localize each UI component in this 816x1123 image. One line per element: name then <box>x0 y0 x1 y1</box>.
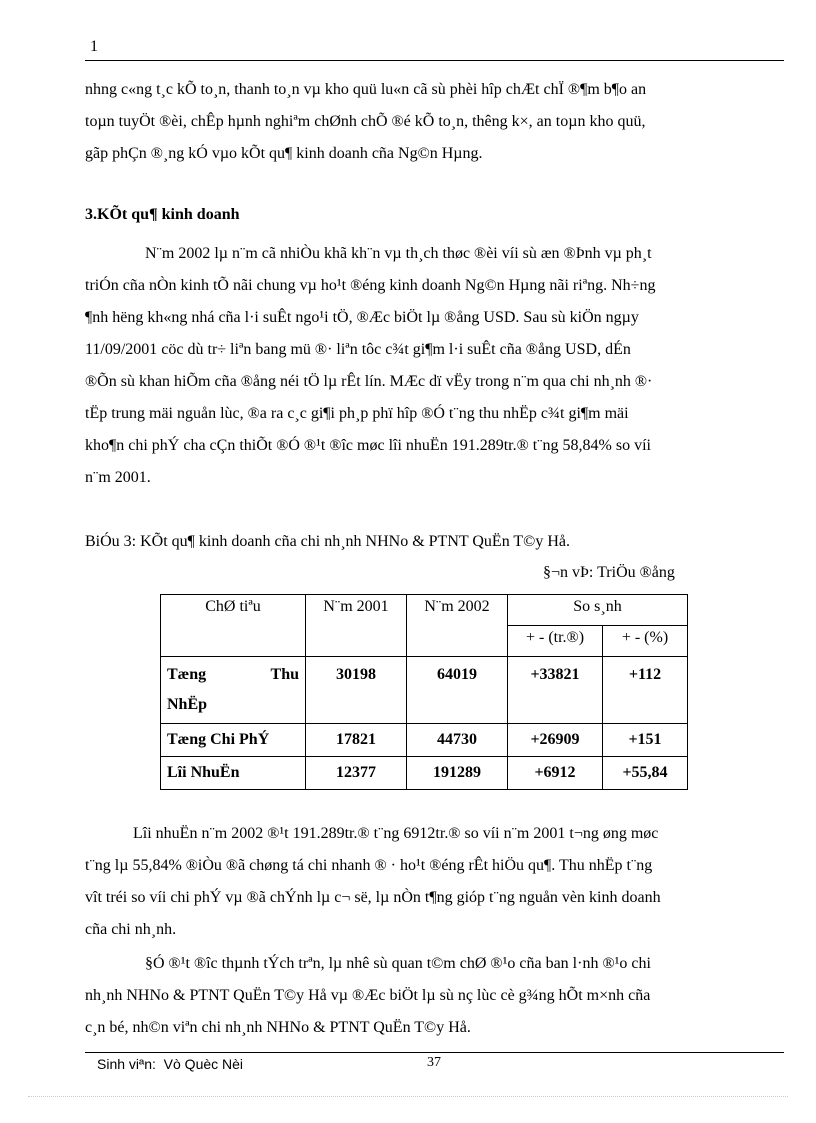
footer-student-label: Sinh viªn: <box>97 1056 156 1072</box>
cell-diff-pct: +55,84 <box>603 757 688 790</box>
header-year-2001: N¨m 2001 <box>306 595 407 657</box>
row-label: Tæng Chi PhÝ <box>161 724 306 757</box>
cell-diff-abs: +6912 <box>508 757 603 790</box>
paragraph-line: gãp phÇn ®¸ng kÓ vµo kÕt qu¶ kinh doanh cña Ng©n Hµng. <box>85 145 483 162</box>
cell-2001: 17821 <box>306 724 407 757</box>
table-row <box>161 757 688 790</box>
footer-student <box>97 1056 243 1072</box>
section-heading: 3.KÕt qu¶ kinh doanh <box>85 206 240 223</box>
row-label-word: Tæng <box>167 666 207 683</box>
cell-2001: 30198 <box>306 657 407 724</box>
cell-2002: 64019 <box>407 657 508 724</box>
cell-diff-pct: +112 <box>603 657 688 724</box>
closing-paragraph <box>85 948 783 1044</box>
analysis-paragraph <box>85 818 783 946</box>
cell-diff-abs: +26909 <box>508 724 603 757</box>
paragraph-line: 11/09/2001 cöc dù tr÷ liªn bang mü ®· liªn tôc c¾t gi¶m l·i suÊt cña ®ång USD, dÉn <box>85 341 631 358</box>
paragraph-line: toµn tuyÖt ®èi, chÊp hµnh nghiªm chØnh chÕ ®é kÕ to¸n, thêng k×, an toµn kho quü, <box>85 113 646 130</box>
paragraph-line: nhng c«ng t¸c kÕ to¸n, thanh to¸n vµ kho quü lu«n cã sù phèi hîp chÆt chÏ ®¶m b¶o an <box>85 81 647 98</box>
section-paragraph <box>85 238 783 494</box>
paragraph-line: ¶nh hëng kh«ng nhá cña l·i suÊt ngo¹i tÖ, ®Æc biÖt lµ ®ång USD. Sau sù kiÖn ngµy <box>85 309 639 326</box>
row-label-word: Thu <box>270 666 299 683</box>
business-results-table <box>160 594 688 790</box>
header-indicator: ChØ tiªu <box>161 595 306 657</box>
paragraph-line: kho¶n chi phÝ cha cÇn thiÕt ®Ó ®¹t ®îc møc lîi nhuËn 191.289tr.® t¨ng 58,84% so víi <box>85 437 651 454</box>
paragraph-line: nh¸nh NHNo & PTNT QuËn T©y Hå vµ ®Æc biÖt lµ sù nç lùc cè g¾ng hÕt m×nh cña <box>85 987 651 1004</box>
paragraph-line: Lîi nhuËn n¨m 2002 ®¹t 191.289tr.® t¨ng 6912tr.® so víi n¨m 2001 t¬ng øng møc <box>133 825 659 842</box>
cell-diff-pct: +151 <box>603 724 688 757</box>
table-row <box>161 724 688 757</box>
paragraph-line: t¨ng lµ 55,84% ®iÒu ®ã chøng tá chi nhanh ® · ho¹t ®éng rÊt hiÖu qu¶. Thu nhËp t¨ng <box>85 857 653 874</box>
header-diff-abs: + - (tr.®) <box>508 626 603 657</box>
footer-student-name: Vò Quèc Nèi <box>163 1056 244 1072</box>
header-diff-pct: + - (%) <box>603 626 688 657</box>
page-number: 1 <box>90 38 98 55</box>
page-edge-dots <box>28 1096 788 1097</box>
header-year-2002: N¨m 2002 <box>407 595 508 657</box>
paragraph-line: n¨m 2001. <box>85 469 151 486</box>
table-caption: BiÓu 3: KÕt qu¶ kinh doanh cña chi nh¸nh NHNo & PTNT QuËn T©y Hå. <box>85 533 570 550</box>
paragraph-line: cña chi nh¸nh. <box>85 921 177 938</box>
footer-page-number: 37 <box>427 1055 441 1070</box>
cell-2001: 12377 <box>306 757 407 790</box>
footer-rule <box>85 1052 784 1053</box>
paragraph-line: triÓn cña nÒn kinh tÕ nãi chung vµ ho¹t ®éng kinh doanh Ng©n Hµng nãi riªng. Nh÷ng <box>85 277 656 294</box>
table-unit: §¬n vÞ: TriÖu ®ång <box>543 564 675 581</box>
intro-paragraph <box>85 74 783 170</box>
cell-2002: 191289 <box>407 757 508 790</box>
cell-2002: 44730 <box>407 724 508 757</box>
paragraph-line: §Ó ®¹t ®îc thµnh tÝch trªn, lµ nhê sù quan t©m chØ ®¹o cña ban l·nh ®¹o chi <box>145 955 651 972</box>
row-label <box>161 657 306 724</box>
row-label: Lîi NhuËn <box>161 757 306 790</box>
paragraph-line: tËp trung mäi nguån lùc, ®a ra c¸c gi¶i ph¸p phï hîp ®Ó t¨ng thu nhËp c¾t gi¶m mäi <box>85 405 629 422</box>
header-rule <box>85 60 784 61</box>
cell-diff-abs: +33821 <box>508 657 603 724</box>
paragraph-line: N¨m 2002 lµ n¨m cã nhiÒu khã kh¨n vµ th¸ch thøc ®èi víi sù æn ®Þnh vµ ph¸t <box>145 245 652 262</box>
paragraph-line: ®Õn sù khan hiÕm cña ®ång néi tÖ lµ rÊt lín. MÆc dï vËy trong n¨m qua chi nh¸nh ®· <box>85 373 653 390</box>
paragraph-line: c¸n bé, nh©n viªn chi nh¸nh NHNo & PTNT QuËn T©y Hå. <box>85 1019 471 1036</box>
table-header-row <box>161 595 688 626</box>
row-label-word: NhËp <box>167 696 208 713</box>
paragraph-line: vît tréi so víi chi phÝ vµ ®ã chÝnh lµ c¬ së, lµ nÒn t¶ng gióp t¨ng nguån vèn kinh doanh <box>85 889 661 906</box>
header-compare: So s¸nh <box>508 595 688 626</box>
table-row <box>161 657 688 724</box>
